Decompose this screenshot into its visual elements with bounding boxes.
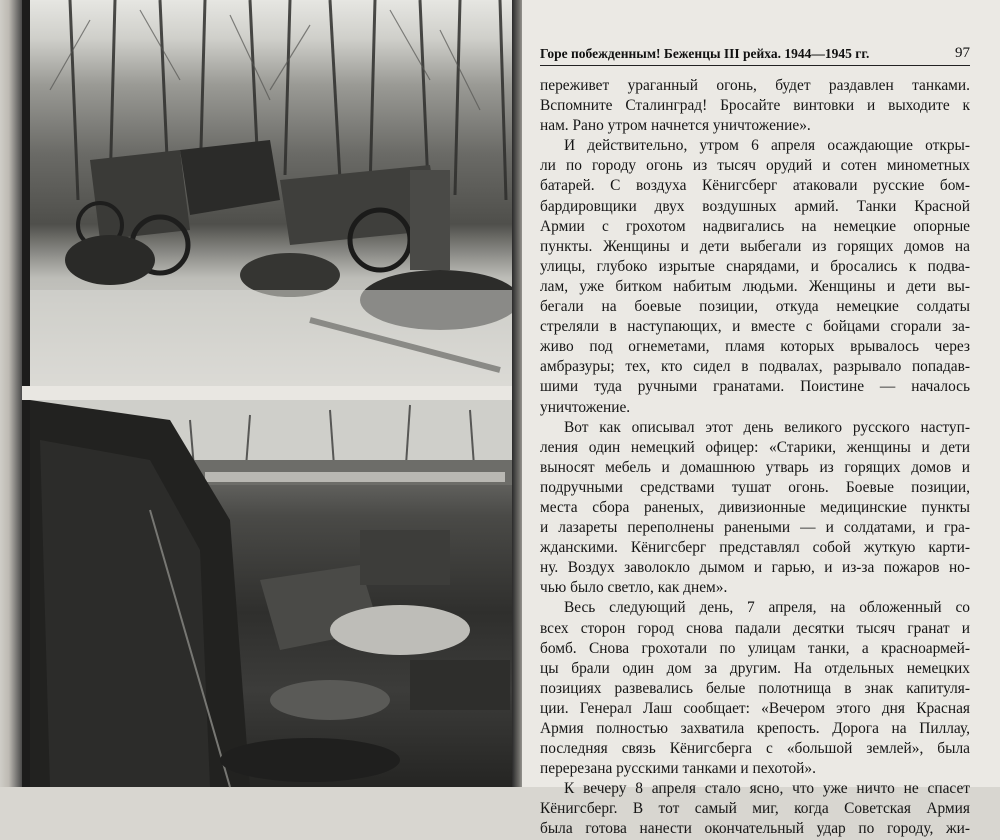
text-line: бардировщики двух воздушных армий. Танки Красной	[540, 197, 970, 215]
page-edge	[0, 0, 22, 787]
text-line: позициях развевались белые полотнища в знак капитуля-	[540, 679, 970, 697]
text-line: Кёнигсберг. В тот самый миг, когда Советская Армия	[540, 800, 970, 818]
text-line: нам. Рано утром начнется уничтожение».	[540, 117, 811, 135]
text-line: Весь следующий день, 7 апреля, на обложенный со	[564, 599, 970, 617]
text-line: лам, уже битком набитым людьми. Женщины и дети вы-	[540, 277, 970, 295]
text-line: бомб. Снова грохотали по улицам танки, а красноармей-	[540, 639, 970, 657]
text-line: переживет ураганный огонь, будет раздавлен танками.	[540, 77, 970, 94]
text-line: бегали на боевые позиции, откуда немецкие солдаты	[540, 298, 970, 316]
text-line: ления один немецкий офицер: «Старики, женщины и дети	[540, 438, 970, 456]
text-line: улицы, глубоко изрытые снарядами, и бросались к подва-	[540, 257, 970, 275]
text-line: стреляли в наступающих, и вместе с бойцами сгорали за-	[540, 318, 970, 336]
text-line: жданскими. Кёнигсберг представлял собой жуткую карти-	[540, 539, 970, 557]
text-line: перерезана русскими танками и пехотой».	[540, 760, 816, 778]
wagons-photo-art	[30, 0, 512, 386]
text-line: всех сторон город снова падали десятки тысяч гранат и	[540, 619, 970, 637]
text-line: И действительно, утром 6 апреля осаждающие откры-	[564, 137, 970, 155]
text-line: была готова нанести окончательный удар по городу, жи-	[540, 820, 970, 838]
text-line: амбразуры; тех, кто сидел в подвалах, разрывало попадав-	[540, 358, 970, 376]
text-line: выносят мебель и домашнюю утварь из горящих домов и	[540, 458, 970, 476]
text-line: Армия полностью захватила крепость. Дорога на Пиллау,	[540, 720, 970, 737]
photo-wagons-road	[30, 0, 512, 386]
text-line: пункты. Женщины и дети выбегали из горящих домов на	[540, 237, 970, 255]
text-line: ции. Генерал Лаш сообщает: «Вечером этого дня Красная	[540, 699, 970, 717]
page-number: 97	[955, 45, 970, 61]
text-line: шими туда ручными гранатами. Поистине — началось	[540, 378, 970, 396]
photo-debris-covered	[30, 400, 512, 787]
text-line: Армии с грохотом надвигались на немецкие опорные	[540, 217, 970, 235]
text-line: чью было светло, как днем».	[540, 579, 728, 597]
text-line: Вот как описывал этот день великого русского наступ-	[564, 418, 970, 436]
text-line: места сбора раненых, дивизионные медицинские пункты	[540, 498, 970, 516]
chapter-title: Горе побежденным! Беженцы III рейха. 1944—1945 гг.	[540, 46, 870, 61]
text-line: ну. Воздух заволокло дымом и гарью, и из-за пожаров но-	[540, 559, 970, 577]
text-line: К вечеру 8 апреля стало ясно, что уже ничто не спасет	[564, 780, 970, 798]
left-page-photos	[0, 0, 522, 787]
text-line: Вспомните Сталинград! Бросайте винтовки и выходите к	[540, 97, 970, 115]
text-line: батарей. С воздуха Кёнигсберг атаковали русские бом-	[540, 177, 970, 195]
text-line: ли по городу огонь из тысяч орудий и сотен минометных	[540, 157, 970, 175]
text-line: живо под огнеметами, пламя которых врывалось через	[540, 338, 970, 356]
right-page-text	[522, 0, 1000, 838]
text-line: цы брали один дом за другим. На отдельных немецких	[540, 659, 970, 677]
text-line: и лазареты переполнены ранеными — и солдатами, и гра-	[540, 519, 970, 537]
body-text	[540, 76, 970, 840]
running-head	[540, 44, 970, 66]
text-line: подручными средствами тушат огонь. Боевые позиции,	[540, 478, 970, 496]
text-line: последняя связь Кёнигсберга с «большой землей», была	[540, 740, 970, 758]
debris-photo-art	[30, 400, 512, 787]
photo-separator	[22, 386, 522, 400]
text-line: уничтожение.	[540, 398, 631, 416]
